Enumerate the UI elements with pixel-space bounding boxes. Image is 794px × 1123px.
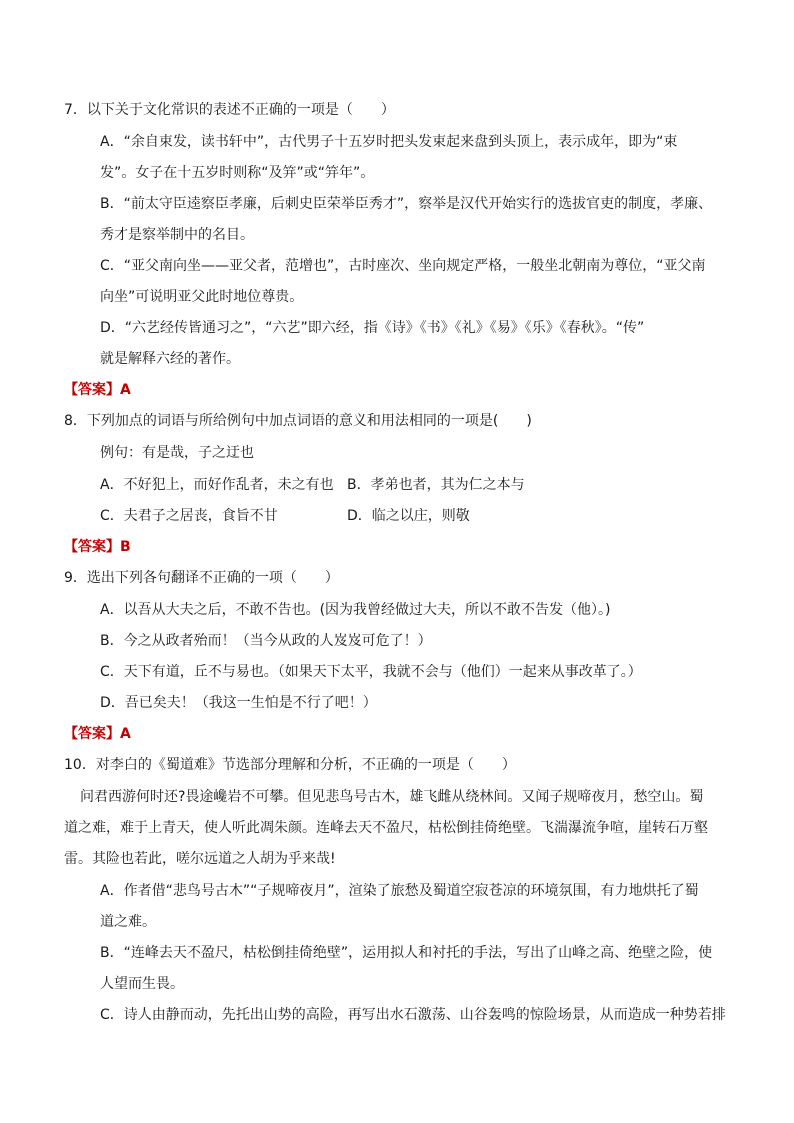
question-10-option-c-line-1: C．诗人由静而动，先托出山势的高险，再写出水石激荡、山谷轰鸣的惊险场景，从而造成一种势若排: [100, 1007, 726, 1023]
question-9-option-b: B．今之从政者殆而！（当今从政的人岌岌可危了！）: [100, 633, 432, 649]
question-10-passage-line-3: 雷。其险也若此，嗟尔远道之人胡为乎来哉!: [64, 851, 336, 867]
question-10-stem: 10．对李白的《蜀道难》节选部分理解和分析，不正确的一项是（ ）: [64, 757, 516, 773]
answer-label: 【答案】: [64, 726, 120, 742]
question-7-answer: [64, 380, 131, 400]
answer-value: A: [120, 726, 131, 742]
answer-label: 【答案】: [64, 382, 120, 398]
question-9-stem: 9．选出下列各句翻译不正确的一项（ ）: [64, 570, 339, 586]
question-10-passage-line-2: 道之难，难于上青天，使人听此凋朱颜。连峰去天不盈尺，枯松倒挂倚绝壁。飞湍瀑流争喧，崖转石万壑: [64, 820, 708, 836]
question-10-option-a-line-2: 道之难。: [100, 914, 156, 930]
question-9-option-d: D．吾已矣夫！（我这一生怕是不行了吧！）: [100, 695, 377, 711]
question-8-example: 例句：有是哉，子之迂也: [100, 445, 254, 461]
question-10-option-b-line-2: 人望而生畏。: [100, 976, 184, 992]
question-8-stem: 8．下列加点的词语与所给例句中加点词语的意义和用法相同的一项是( ): [64, 413, 532, 429]
question-10-passage-line-1: 问君西游何时还?畏途巉岩不可攀。但见悲鸟号古木，雄飞雌从绕林间。又闻子规啼夜月，愁空山。蜀: [80, 789, 704, 805]
question-8-option-c: C．夫君子之居丧，食旨不甘: [100, 508, 278, 524]
question-8-answer: [64, 537, 131, 557]
question-7-option-c-line-2: 向坐”可说明亚父此时地位尊贵。: [100, 289, 304, 305]
question-10-option-b-line-1: B．“连峰去天不盈尺，枯松倒挂倚绝壁”，运用拟人和衬托的手法，写出了山峰之高、绝壁之险，使: [100, 945, 713, 961]
question-7-option-a-line-1: A．“余自束发，读书轩中”，古代男子十五岁时把头发束起来盘到头顶上，表示成年，即为“束: [100, 134, 678, 150]
question-7-option-d-line-1: D．“六艺经传皆通习之”，“六艺”即六经，指《诗》《书》《礼》《易》《乐》《春秋》。“传”: [100, 320, 645, 336]
question-9-answer: [64, 724, 131, 744]
answer-label: 【答案】: [64, 539, 120, 555]
question-7-option-b-line-1: B．“前太守臣逵察臣孝廉，后刺史臣荣举臣秀才”，察举是汉代开始实行的选拔官吏的制度，孝廉、: [100, 196, 713, 212]
question-7-option-a-line-2: 发”。女子在十五岁时则称“及笄”或“笄年”。: [100, 165, 375, 181]
question-7-option-d-line-2: 就是解释六经的著作。: [100, 351, 240, 367]
question-9-option-c: C．天下有道，丘不与易也。（如果天下太平，我就不会与（他们）一起来从事改革了。）: [100, 664, 642, 680]
answer-value: A: [120, 382, 131, 398]
question-7-option-b-line-2: 秀才是察举制中的名目。: [100, 227, 254, 243]
question-10-option-a-line-1: A．作者借“悲鸟号古木”“子规啼夜月”，渲染了旅愁及蜀道空寂苍凉的环境氛围，有力地烘托了蜀: [100, 883, 699, 899]
question-9-option-a: A．以吾从大夫之后，不敢不告也。(因为我曾经做过大夫，所以不敢不告发（他）。): [100, 602, 611, 618]
question-8-option-d: D．临之以庄，则敬: [347, 508, 470, 524]
question-8-option-a: A．不好犯上，而好作乱者，未之有也: [100, 477, 334, 493]
question-7-option-c-line-1: C．“亚父南向坐——亚父者，范增也”，古时座次、坐向规定严格，一般坐北朝南为尊位，“亚父南: [100, 258, 706, 274]
question-7-stem: 7．以下关于文化常识的表述不正确的一项是（ ）: [64, 102, 395, 118]
question-8-option-b: B．孝弟也者，其为仁之本与: [347, 477, 525, 493]
answer-value: B: [120, 539, 131, 555]
